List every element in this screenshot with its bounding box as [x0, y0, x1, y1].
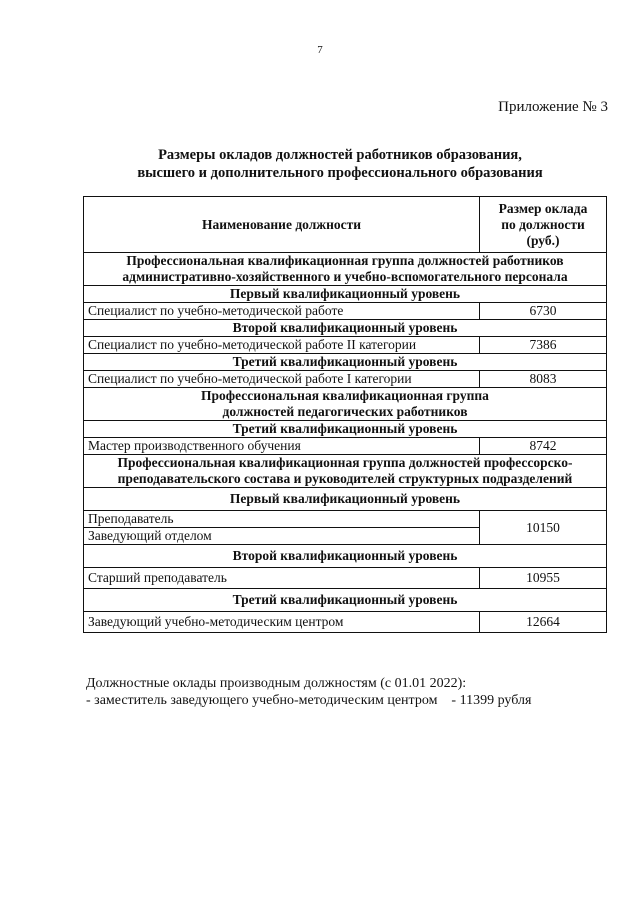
- salary-cell: 8742: [480, 438, 607, 455]
- header-salary-line-1: Размер оклада: [498, 200, 588, 216]
- title-line-2: высшего и дополнительного профессионального образования: [137, 165, 543, 181]
- level-row: [84, 320, 607, 337]
- table-row: [84, 568, 607, 589]
- group-1-line-1: Профессиональная квалификационная группа должностей работников: [126, 253, 564, 268]
- salary-cell: 12664: [480, 612, 607, 633]
- document-title: [80, 146, 600, 182]
- footer-note: [86, 675, 531, 709]
- group-3-line-1: Профессиональная квалификационная группа должностей профессорско-: [117, 455, 573, 470]
- group-3-line-2: преподавательского состава и руководителей структурных подразделений: [117, 471, 573, 486]
- level-row: [84, 488, 607, 511]
- group-2-level-3: Третий квалификационный уровень: [84, 421, 607, 438]
- group-2-line-2: должностей педагогических работников: [222, 404, 468, 419]
- table-row: [84, 371, 607, 388]
- group-row: [84, 388, 607, 421]
- position-cell: Заведующий учебно-методическим центром: [84, 612, 480, 633]
- group-row: [84, 455, 607, 488]
- group-3-title: [84, 455, 607, 488]
- salary-cell: 10150: [480, 511, 607, 545]
- page-number: 7: [317, 44, 323, 56]
- table-header-row: [84, 197, 607, 253]
- title-line-1: Размеры окладов должностей работников образования,: [158, 147, 522, 163]
- level-row: [84, 354, 607, 371]
- position-cell: Преподаватель: [84, 511, 480, 528]
- appendix-label: Приложение № 3: [498, 99, 608, 115]
- group-1-level-3: Третий квалификационный уровень: [84, 354, 607, 371]
- group-3-level-2: Второй квалификационный уровень: [84, 545, 607, 568]
- group-1-title: [84, 253, 607, 286]
- group-3-level-3: Третий квалификационный уровень: [84, 589, 607, 612]
- group-1-level-2: Второй квалификационный уровень: [84, 320, 607, 337]
- position-cell: Специалист по учебно-методической работе II категории: [84, 337, 480, 354]
- position-cell: Старший преподаватель: [84, 568, 480, 589]
- header-position-name: Наименование должности: [84, 197, 480, 253]
- salary-cell: 7386: [480, 337, 607, 354]
- level-row: [84, 286, 607, 303]
- table-row: [84, 337, 607, 354]
- level-row: [84, 421, 607, 438]
- position-cell: Мастер производственного обучения: [84, 438, 480, 455]
- position-cell: Специалист по учебно-методической работе I категории: [84, 371, 480, 388]
- salary-cell: 8083: [480, 371, 607, 388]
- position-cell: Заведующий отделом: [84, 528, 480, 545]
- footer-line-1: Должностные оклады производным должностям (с 01.01 2022):: [86, 676, 467, 691]
- group-2-title: [84, 388, 607, 421]
- salary-cell: 6730: [480, 303, 607, 320]
- salary-table: [83, 196, 607, 633]
- footer-line-2: - заместитель заведующего учебно-методическим центром - 11399 рубля: [86, 693, 532, 708]
- group-1-line-2: административно-хозяйственного и учебно-вспомогательного персонала: [122, 269, 568, 284]
- group-2-line-1: Профессиональная квалификационная группа: [201, 388, 489, 403]
- level-row: [84, 589, 607, 612]
- group-row: [84, 253, 607, 286]
- group-3-level-1: Первый квалификационный уровень: [84, 488, 607, 511]
- position-cell: Специалист по учебно-методической работе: [84, 303, 480, 320]
- header-salary-line-2: по должности: [501, 216, 585, 232]
- table-row: [84, 303, 607, 320]
- salary-cell: 10955: [480, 568, 607, 589]
- table-row: [84, 438, 607, 455]
- header-salary-line-3: (руб.): [526, 232, 560, 248]
- level-row: [84, 545, 607, 568]
- header-salary: [480, 197, 607, 253]
- group-1-level-1: Первый квалификационный уровень: [84, 286, 607, 303]
- table-row: [84, 612, 607, 633]
- table-row: [84, 511, 607, 528]
